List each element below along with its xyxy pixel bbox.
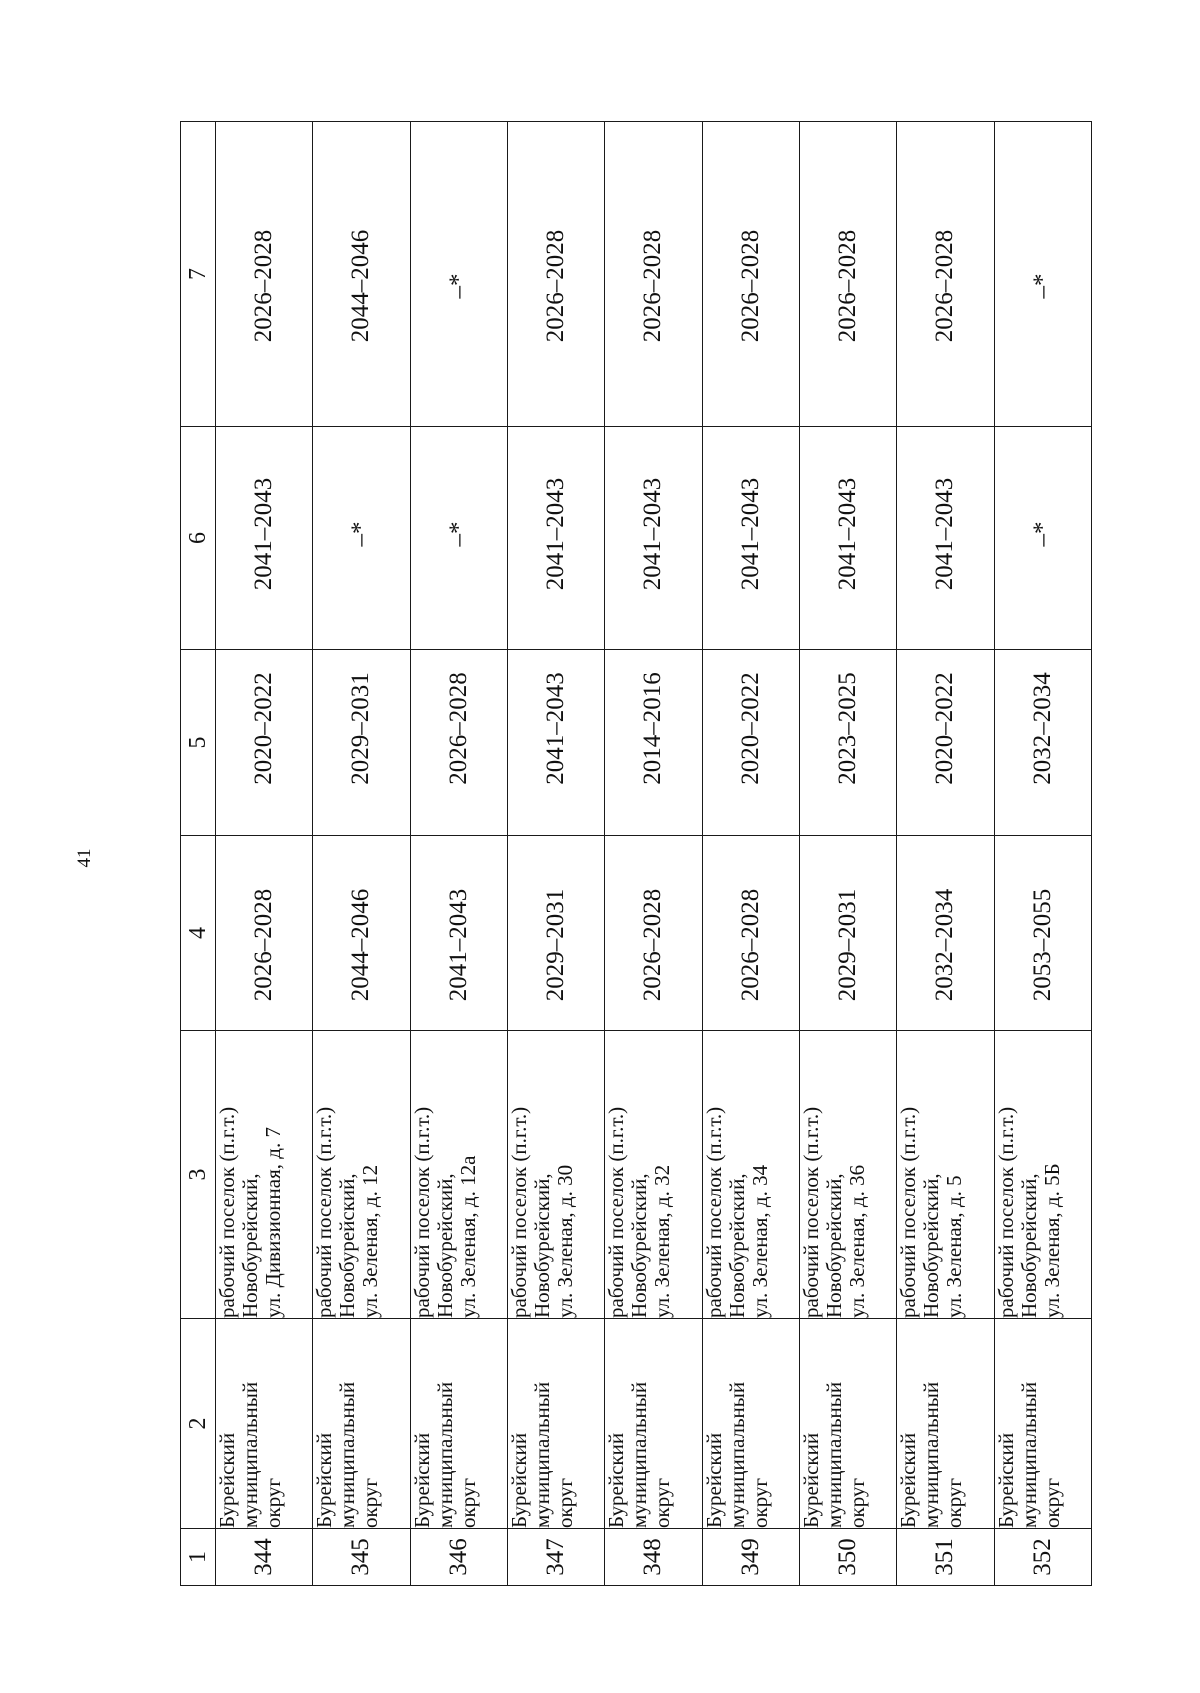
district-line: округ <box>747 1477 772 1528</box>
period-col-6 <box>799 427 896 650</box>
district-line: Бурейский <box>409 1432 434 1528</box>
column-header-3: 3 <box>181 1031 216 1319</box>
period-col-7 <box>410 122 507 427</box>
period-col-5 <box>410 650 507 836</box>
district-line: округ <box>844 1477 869 1528</box>
period-col-6-value: –* <box>347 521 375 547</box>
address-line: рабочий поселок (п.г.т.) <box>604 1106 629 1318</box>
row-number: 350 <box>799 1529 896 1586</box>
address-cell <box>313 1031 410 1319</box>
column-header-2: 2 <box>181 1319 216 1529</box>
column-header-1: 1 <box>181 1529 216 1586</box>
address-cell <box>799 1031 896 1319</box>
address-cell <box>410 1031 507 1319</box>
column-header-7: 7 <box>181 122 216 427</box>
page-number: 41 <box>74 848 95 868</box>
period-col-5-value: 2020–2022 <box>736 672 764 785</box>
period-col-6 <box>702 427 799 650</box>
address-line: рабочий поселок (п.г.т.) <box>215 1106 239 1318</box>
address-line: Новобурейский, <box>529 1173 554 1318</box>
address-line: ул. Зеленая, д. 12а <box>455 1155 480 1318</box>
period-col-5 <box>799 650 896 836</box>
table-row <box>897 122 994 1586</box>
period-col-5-value: 2032–2034 <box>1028 672 1056 785</box>
period-col-4-value: 2029–2031 <box>542 888 570 1002</box>
district-line: муниципальный <box>529 1381 554 1528</box>
address-line: ул. Зеленая, д. 32 <box>650 1164 675 1318</box>
district-line: Бурейский <box>604 1432 629 1528</box>
period-col-6-value: 2041–2043 <box>639 477 667 591</box>
period-col-5 <box>994 650 1091 836</box>
district-line: муниципальный <box>335 1381 360 1528</box>
address-cell <box>605 1031 702 1319</box>
address-cell <box>507 1031 604 1319</box>
period-col-4 <box>799 836 896 1031</box>
district-cell <box>410 1319 507 1529</box>
period-col-5 <box>702 650 799 836</box>
row-number: 346 <box>410 1529 507 1586</box>
period-col-6-value: 2041–2043 <box>250 477 278 591</box>
period-col-7-value: 2026–2028 <box>834 229 862 343</box>
address-line: ул. Дивизионная, д. 7 <box>261 1127 285 1318</box>
table-row <box>799 122 896 1586</box>
address-line: рабочий поселок (п.г.т.) <box>409 1106 434 1318</box>
period-col-5 <box>897 650 994 836</box>
district-cell <box>605 1319 702 1529</box>
address-line: ул. Зеленая, д. 12 <box>358 1164 383 1318</box>
period-col-4-value: 2026–2028 <box>736 888 764 1002</box>
district-cell <box>313 1319 410 1529</box>
address-line: рабочий поселок (п.г.т.) <box>896 1106 921 1318</box>
address-line: Новобурейский, <box>821 1173 846 1318</box>
district-line: округ <box>942 1477 967 1528</box>
address-line: рабочий поселок (п.г.т.) <box>506 1106 531 1318</box>
district-line: округ <box>650 1477 675 1528</box>
period-col-7 <box>994 122 1091 427</box>
address-line: Новобурейский, <box>1016 1173 1041 1318</box>
district-line: Бурейский <box>506 1432 531 1528</box>
district-line: округ <box>1039 1477 1064 1528</box>
row-number: 351 <box>897 1529 994 1586</box>
period-col-5-value: 2023–2025 <box>834 672 862 785</box>
period-col-6 <box>313 427 410 650</box>
row-number: 347 <box>507 1529 604 1586</box>
table-row <box>702 122 799 1586</box>
period-col-4 <box>216 836 313 1031</box>
table-row <box>216 122 313 1586</box>
header-row <box>181 122 216 1586</box>
period-col-4 <box>410 836 507 1031</box>
district-line: Бурейский <box>701 1432 726 1528</box>
period-col-4 <box>507 836 604 1031</box>
district-line: муниципальный <box>238 1381 262 1528</box>
row-number: 348 <box>605 1529 702 1586</box>
address-cell <box>702 1031 799 1319</box>
table-row <box>410 122 507 1586</box>
district-cell <box>702 1319 799 1529</box>
district-line: округ <box>261 1477 285 1528</box>
district-line: муниципальный <box>821 1381 846 1528</box>
period-col-7 <box>216 122 313 427</box>
period-col-7-value: 2026–2028 <box>250 229 278 343</box>
period-col-7 <box>313 122 410 427</box>
district-cell <box>799 1319 896 1529</box>
period-col-7-value: –* <box>1028 273 1056 299</box>
address-line: ул. Зеленая, д. 5Б <box>1039 1163 1064 1318</box>
address-line: Новобурейский, <box>724 1173 749 1318</box>
district-line: Бурейский <box>993 1432 1018 1528</box>
address-line: Новобурейский, <box>432 1173 457 1318</box>
address-cell <box>216 1031 313 1319</box>
row-number: 349 <box>702 1529 799 1586</box>
district-line: муниципальный <box>627 1381 652 1528</box>
address-line: ул. Зеленая, д. 34 <box>747 1164 772 1318</box>
period-col-7-value: 2026–2028 <box>639 229 667 343</box>
district-cell <box>216 1319 313 1529</box>
address-cell <box>994 1031 1091 1319</box>
period-col-4-value: 2026–2028 <box>250 888 278 1002</box>
period-col-4 <box>994 836 1091 1031</box>
address-line: ул. Зеленая, д. 5 <box>942 1175 967 1318</box>
period-col-6 <box>994 427 1091 650</box>
district-cell <box>507 1319 604 1529</box>
period-col-6-value: –* <box>444 521 472 547</box>
address-line: Новобурейский, <box>335 1173 360 1318</box>
row-number: 344 <box>216 1529 313 1586</box>
period-col-4-value: 2026–2028 <box>639 888 667 1002</box>
period-col-7-value: 2026–2028 <box>931 229 959 343</box>
address-line: Новобурейский, <box>627 1173 652 1318</box>
period-col-6-value: 2041–2043 <box>542 477 570 591</box>
district-line: округ <box>358 1477 383 1528</box>
period-col-4-value: 2044–2046 <box>347 888 375 1002</box>
period-col-6 <box>410 427 507 650</box>
period-col-5 <box>605 650 702 836</box>
row-number: 345 <box>313 1529 410 1586</box>
period-col-6-value: –* <box>1028 521 1056 547</box>
address-line: рабочий поселок (п.г.т.) <box>701 1106 726 1318</box>
period-col-5-value: 2041–2043 <box>542 672 570 785</box>
district-cell <box>897 1319 994 1529</box>
schedule-table <box>180 121 1092 1586</box>
district-line: муниципальный <box>919 1381 944 1528</box>
table-row <box>507 122 604 1586</box>
address-line: рабочий поселок (п.г.т.) <box>993 1106 1018 1318</box>
district-line: Бурейский <box>215 1432 239 1528</box>
period-col-5 <box>216 650 313 836</box>
row-number: 352 <box>994 1529 1091 1586</box>
period-col-5-value: 2014–2016 <box>639 672 667 785</box>
district-line: округ <box>552 1477 577 1528</box>
district-line: муниципальный <box>1016 1381 1041 1528</box>
period-col-7-value: –* <box>444 273 472 299</box>
district-cell <box>994 1319 1091 1529</box>
period-col-6-value: 2041–2043 <box>834 477 862 591</box>
period-col-5 <box>507 650 604 836</box>
district-line: Бурейский <box>798 1432 823 1528</box>
address-line: рабочий поселок (п.г.т.) <box>798 1106 823 1318</box>
address-line: Новобурейский, <box>238 1173 262 1318</box>
period-col-4 <box>313 836 410 1031</box>
period-col-6 <box>216 427 313 650</box>
period-col-4 <box>897 836 994 1031</box>
period-col-7 <box>897 122 994 427</box>
period-col-7-value: 2026–2028 <box>542 229 570 343</box>
column-header-4: 4 <box>181 836 216 1031</box>
district-line: муниципальный <box>724 1381 749 1528</box>
period-col-5-value: 2026–2028 <box>444 672 472 785</box>
district-line: муниципальный <box>432 1381 457 1528</box>
period-col-4 <box>702 836 799 1031</box>
address-cell <box>897 1031 994 1319</box>
period-col-6 <box>897 427 994 650</box>
period-col-4-value: 2041–2043 <box>444 888 472 1002</box>
period-col-5-value: 2020–2022 <box>931 672 959 785</box>
period-col-5 <box>313 650 410 836</box>
district-line: округ <box>455 1477 480 1528</box>
period-col-7 <box>799 122 896 427</box>
period-col-7-value: 2026–2028 <box>736 229 764 343</box>
column-header-6: 6 <box>181 427 216 650</box>
period-col-4 <box>605 836 702 1031</box>
address-line: ул. Зеленая, д. 30 <box>552 1164 577 1318</box>
period-col-7 <box>702 122 799 427</box>
district-line: Бурейский <box>312 1432 337 1528</box>
table-row <box>313 122 410 1586</box>
table-row <box>605 122 702 1586</box>
address-line: ул. Зеленая, д. 36 <box>844 1164 869 1318</box>
period-col-7 <box>507 122 604 427</box>
period-col-5-value: 2029–2031 <box>347 672 375 785</box>
period-col-4-value: 2029–2031 <box>834 888 862 1002</box>
period-col-6 <box>605 427 702 650</box>
period-col-4-value: 2032–2034 <box>931 888 959 1002</box>
period-col-7-value: 2044–2046 <box>347 229 375 343</box>
period-col-6-value: 2041–2043 <box>736 477 764 591</box>
rotated-table-container <box>180 122 1092 1586</box>
table-row <box>994 122 1091 1586</box>
address-line: рабочий поселок (п.г.т.) <box>312 1106 337 1318</box>
period-col-4-value: 2053–2055 <box>1028 888 1056 1002</box>
period-col-6 <box>507 427 604 650</box>
district-line: Бурейский <box>896 1432 921 1528</box>
column-header-5: 5 <box>181 650 216 836</box>
period-col-7 <box>605 122 702 427</box>
period-col-5-value: 2020–2022 <box>250 672 278 785</box>
period-col-6-value: 2041–2043 <box>931 477 959 591</box>
address-line: Новобурейский, <box>919 1173 944 1318</box>
table-body <box>216 122 1092 1586</box>
